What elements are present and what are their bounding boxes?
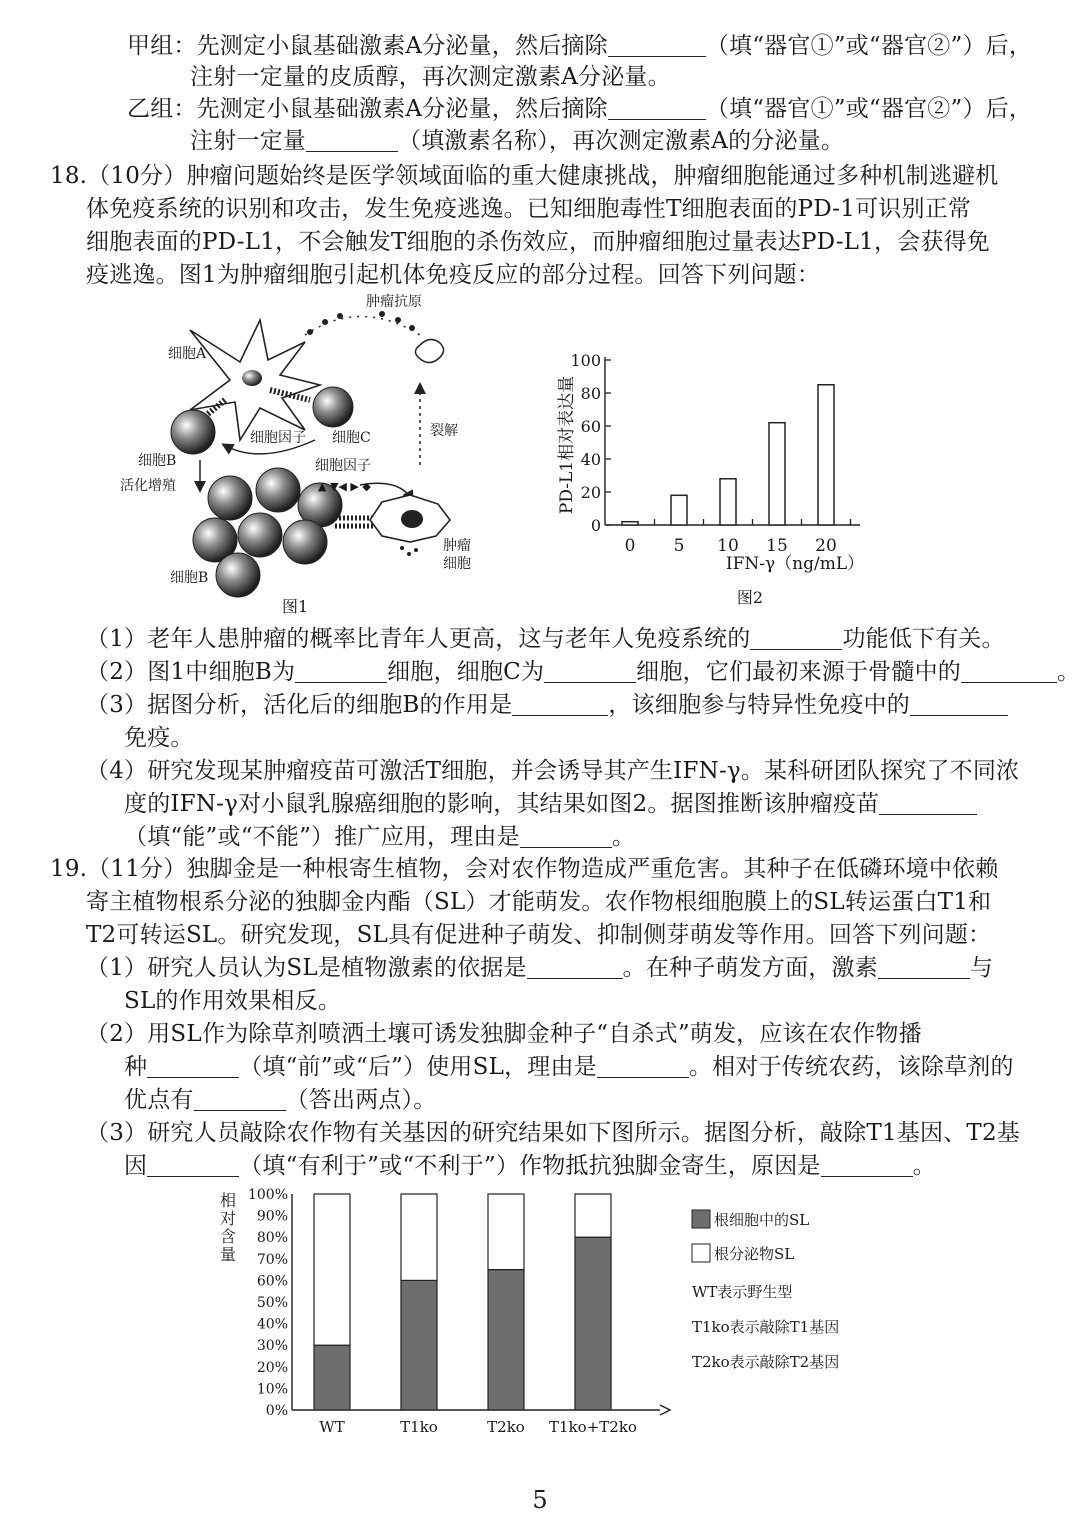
q18-sub4-end: 。 [611, 824, 636, 850]
fig3-ytick-label: 90% [256, 1208, 288, 1225]
lysis-label: 裂解 [430, 423, 458, 439]
q18-intro-2: 体免疫系统的识别和攻击，发生免疫逃逸。已知细胞毒性T细胞表面的PD-1可识别正常 [86, 196, 972, 222]
q17-jia-text: 甲组：先测定小鼠基础激素A分泌量，然后摘除 [127, 33, 608, 59]
figure-1-diagram [120, 290, 500, 620]
note-t1ko: T1ko表示敲除T1基因 [692, 1318, 840, 1336]
q19-sub3-text: 因 [124, 1153, 148, 1179]
legend-secretion: 根分泌物SL [714, 1245, 795, 1263]
q17-yi-hint2: （填激素名称），再次测定激素A的分泌量。 [398, 128, 845, 154]
cell-a-label: 细胞A [168, 346, 207, 362]
q18-sub1-tail: 功能低下有关。 [842, 626, 1005, 652]
fig2-ytick-label: 20 [580, 483, 601, 502]
fig3-ytick-label: 60% [256, 1273, 288, 1290]
tumor-nucleus [401, 510, 423, 528]
fig3-bar-secretion [488, 1194, 524, 1270]
fig2-bar [720, 479, 736, 525]
answer-blank[interactable] [147, 1154, 239, 1177]
q17-jia-line1 [127, 30, 1032, 62]
figure-1-caption: 图1 [282, 597, 309, 616]
q19-sub1-line2: SL的作用效果相反。 [124, 988, 342, 1014]
answer-blank[interactable] [878, 956, 970, 979]
q18-sub3-text: （3）据图分析，活化后的细胞B的作用是 [86, 692, 513, 718]
tumor-fragment [415, 339, 443, 362]
fig2-xtick-label: 5 [673, 536, 685, 556]
antigen-path [305, 317, 420, 336]
fig3-ylabel-char: 对 [219, 1209, 237, 1228]
answer-blank[interactable] [544, 660, 636, 683]
answer-blank[interactable] [512, 693, 608, 716]
q19-sub3-1: （3）研究人员敲除农作物有关基因的研究结果如下图所示。据图分析，敲除T1基因、T2基 [86, 1120, 1020, 1146]
answer-blank[interactable] [527, 956, 623, 979]
q17-jia-line2: 注射一定量的皮质醇，再次测定激素A分泌量。 [190, 64, 671, 90]
fig3-ytick-label: 100% [247, 1187, 288, 1203]
cell-b-top-label: 细胞B [138, 453, 177, 469]
answer-blank[interactable] [194, 1088, 286, 1111]
q19-sub2-text: 种 [124, 1054, 148, 1080]
figure-2-caption: 图2 [736, 588, 764, 607]
q18-sub2-text2: 细胞，细胞C为 [387, 659, 545, 685]
fig2-xtick-label: 10 [717, 536, 739, 556]
answer-blank[interactable] [295, 660, 387, 683]
fig3-ylabel-char: 量 [219, 1245, 237, 1264]
fig3-bar-root-cell [314, 1345, 350, 1410]
q18-sub3-text2: ，该细胞参与特异性免疫中的 [608, 692, 910, 718]
note-t2ko: T2ko表示敲除T2基因 [692, 1353, 840, 1371]
answer-blank[interactable] [608, 34, 706, 57]
q19-sub3-text2: （填“有利于”或“不利于”）作物抵抗独脚金寄生，原因是 [239, 1153, 821, 1179]
legend-swatch-root-cell [692, 1210, 710, 1228]
cytokine-label: 细胞因子 [315, 458, 371, 474]
cell-b-bottom-label: 细胞B [170, 570, 209, 586]
figure-3-chart [200, 1180, 900, 1445]
fig3-ytick-label: 70% [256, 1251, 288, 1268]
q17-yi-text: 乙组：先测定小鼠基础激素A分泌量，然后摘除 [127, 96, 608, 122]
fig3-bar-root-cell [488, 1270, 524, 1410]
answer-blank[interactable] [821, 1154, 913, 1177]
cell-a-nucleus [242, 370, 262, 386]
q18-sub1 [86, 623, 1005, 655]
answer-blank[interactable] [750, 627, 842, 650]
q19-sub2-3 [124, 1084, 437, 1116]
q17-yi-text2: 注射一定量 [190, 128, 306, 154]
q19-sub2-text4: 优点有 [124, 1087, 194, 1113]
answer-blank[interactable] [608, 97, 706, 120]
fig2-bar [622, 522, 638, 525]
fig2-bar [769, 423, 785, 525]
fig3-ytick-label: 0% [265, 1403, 288, 1419]
q17-jia-hint: （填“器官①”或“器官②”）后， [705, 33, 1033, 59]
q18-sub2-text3: 细胞，它们最初来源于骨髓中的 [636, 659, 961, 685]
fig3-ytick-label: 10% [256, 1381, 288, 1398]
fig3-ytick-label: 80% [256, 1230, 288, 1247]
tumor-label-1: 肿瘤 [443, 538, 471, 554]
fig2-xtick-label: 0 [624, 536, 636, 556]
q17-yi-line1 [127, 93, 1032, 125]
q19-sub2-1: （2）用SL作为除草剂喷洒土壤可诱发独脚金种子“自杀式”萌发，应该在农作物播 [86, 1021, 922, 1047]
receptor-b-tumor [335, 518, 375, 526]
q19-sub2-2 [124, 1051, 1014, 1083]
q18-sub4-text: 度的IFN-γ对小鼠乳腺癌细胞的影响，其结果如图2。据图推断该肿瘤疫苗 [124, 791, 880, 817]
q18-sub2-text: （2）图1中细胞B为 [86, 659, 296, 685]
fig3-ylabel-char: 含 [219, 1227, 237, 1246]
q19-intro-2: 寄主植物根系分泌的独脚金内酯（SL）才能萌发。农作物根细胞膜上的SL转运蛋白T1和 [86, 889, 992, 915]
q18-sub1-text: （1）老年人患肿瘤的概率比青年人更高，这与老年人免疫系统的 [86, 626, 751, 652]
fig2-xlabel: IFN-γ（ng/mL） [725, 554, 865, 574]
q18-sub4-3 [124, 821, 635, 853]
fig2-xtick-label: 15 [766, 536, 788, 556]
fig3-xtick-label: T1ko+T2ko [549, 1418, 637, 1436]
q17-yi-line2 [190, 125, 844, 157]
fig2-ytick-label: 0 [590, 516, 601, 535]
fig3-bar-root-cell [575, 1237, 611, 1410]
q19-intro-3: T2可转运SL。研究发现，SL具有促进种子萌发、抑制侧芽萌发等作用。回答下列问题： [86, 922, 992, 948]
q18-sub4-2 [124, 788, 977, 820]
tumor-label-2: 细胞 [443, 556, 471, 572]
note-wt: WT表示野生型 [692, 1283, 793, 1301]
activate-label: 活化增殖 [120, 478, 176, 494]
q18-sub4-1: （4）研究发现某肿瘤疫苗可激活T细胞，并会诱导其产生IFN-γ。某科研团队探究了不同浓 [86, 758, 1020, 784]
q18-sub2-end: 。 [1056, 659, 1080, 685]
fig3-ytick-label: 50% [256, 1295, 288, 1311]
q19-sub2-text2: （填“前”或“后”）使用SL，理由是 [239, 1054, 597, 1080]
fig3-bar-root-cell [401, 1280, 437, 1410]
fig3-xtick-label: T1ko [400, 1418, 438, 1436]
legend-swatch-secretion [692, 1244, 710, 1262]
page-number: 5 [532, 1486, 548, 1514]
fig2-xtick-label: 20 [815, 536, 837, 556]
q18-sub2 [86, 656, 1080, 688]
q18-sub3-line2: 免疫。 [124, 725, 194, 751]
fig2-ytick-label: 80 [580, 384, 601, 403]
answer-blank[interactable] [879, 792, 977, 815]
fig3-ytick-label: 40% [256, 1316, 288, 1333]
fig2-ytick-label: 60 [580, 417, 601, 436]
fig3-bar-secretion [575, 1194, 611, 1237]
answer-blank[interactable] [597, 1055, 689, 1078]
q19-sub1-text3: 与 [969, 955, 994, 981]
answer-blank[interactable] [961, 660, 1057, 683]
q18-sub3 [86, 689, 1008, 721]
q19-sub3-end: 。 [912, 1153, 936, 1179]
fig3-ylabel [220, 1191, 236, 1264]
q19-sub1-text: （1）研究人员认为SL是植物激素的依据是 [86, 955, 527, 981]
answer-blank[interactable] [520, 825, 612, 848]
fig3-bar-secretion [401, 1194, 437, 1280]
q18-intro-4: 疫逃逸。图1为肿瘤细胞引起机体免疫反应的部分过程。回答下列问题： [86, 262, 821, 288]
q18-sub4-text2: （填“能”或“不能”）推广应用，理由是 [124, 824, 520, 850]
q19-sub1 [86, 952, 993, 984]
fig2-bar [818, 385, 834, 525]
fig2-bar [671, 495, 687, 525]
legend-root-cell: 根细胞中的SL [714, 1211, 810, 1229]
fig2-ytick-label: 40 [580, 450, 601, 469]
fig3-xtick-label: WT [319, 1418, 345, 1436]
cell-b-top [171, 410, 215, 454]
q19-sub2-text3: 。相对于传统农药，该除草剂的 [688, 1054, 1014, 1080]
fig3-ytick-label: 30% [256, 1338, 288, 1355]
q18-intro-1: 18.（10分）肿瘤问题始终是医学领域面临的重大健康挑战，肿瘤细胞能通过多种机制逃避机 [50, 163, 999, 189]
fig3-xtick-label: T2ko [487, 1418, 525, 1436]
fig3-bar-secretion [314, 1194, 350, 1345]
fig2-ytick-label: 100 [570, 351, 601, 370]
cytokine-c-label: 细胞因子 [250, 430, 306, 446]
fig3-ylabel-char: 相 [219, 1191, 237, 1210]
fig3-x-arrow [660, 1405, 670, 1415]
q19-sub3-2 [124, 1150, 936, 1182]
answer-blank[interactable] [147, 1055, 239, 1078]
q19-sub2-text5: （答出两点）。 [285, 1087, 437, 1113]
q17-yi-hint: （填“器官①”或“器官②”）后， [705, 96, 1033, 122]
cytokine-symbols: ▲ ▼◀ ▶ ◆ [318, 480, 371, 493]
figure-2-chart [540, 345, 900, 615]
answer-blank[interactable] [910, 693, 1008, 716]
q19-intro-1: 19.（11分）独脚金是一种根寄生植物，会对农作物造成严重危害。其种子在低磷环境中依赖 [50, 856, 999, 882]
cell-c [313, 387, 353, 427]
antigen-label: 肿瘤抗原 [366, 294, 422, 310]
fig3-ytick-label: 20% [256, 1359, 288, 1376]
cell-c-label: 细胞C [332, 430, 371, 446]
q19-sub1-text2: 。在种子萌发方面，激素 [622, 955, 878, 981]
answer-blank[interactable] [306, 129, 398, 152]
q18-intro-3: 细胞表面的PD-L1，不会触发T细胞的杀伤效应，而肿瘤细胞过量表达PD-L1，会获得免 [86, 229, 990, 255]
fig2-ylabel: PD-L1相对表达量 [557, 375, 577, 515]
